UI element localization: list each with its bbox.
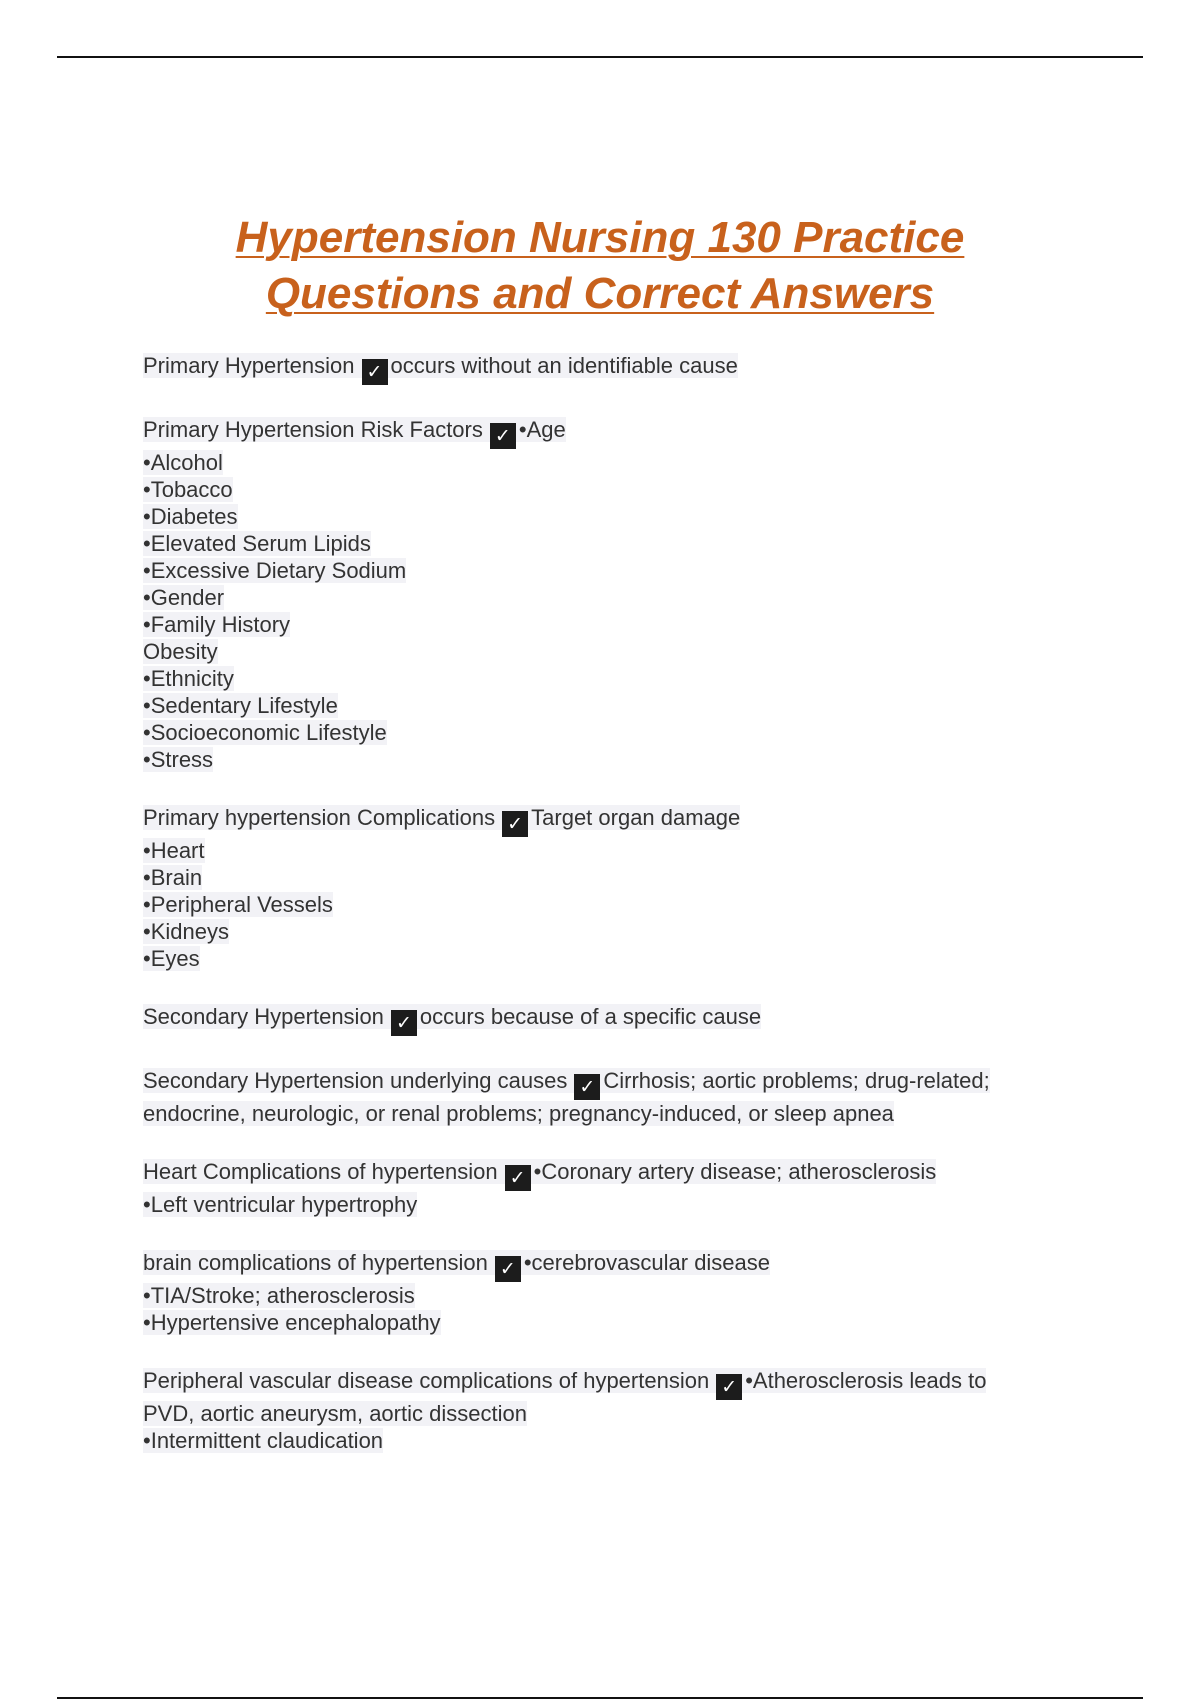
answer-text: occurs without an identifiable cause: [390, 353, 738, 378]
answer-line: •TIA/Stroke; atherosclerosis: [143, 1283, 415, 1308]
qa-entry: [143, 1067, 1083, 1127]
checkmark-box-icon: ✓: [391, 1010, 417, 1036]
title-line-2: Questions and Correct Answers: [265, 269, 935, 318]
answer-line: •Socioeconomic Lifestyle: [143, 720, 387, 745]
document-title: [120, 210, 1080, 322]
qa-entry: [143, 1367, 1083, 1454]
qa-entry: [143, 1158, 1083, 1218]
question-text: brain complications of hypertension: [143, 1250, 488, 1275]
answer-line: PVD, aortic aneurysm, aortic dissection: [143, 1401, 527, 1426]
answer-line: •Gender: [143, 585, 225, 610]
answer-text: •Atherosclerosis leads to: [745, 1368, 987, 1393]
answer-line: •Elevated Serum Lipids: [143, 531, 371, 556]
answer-line: •Heart: [143, 838, 205, 863]
answer-line: •Ethnicity: [143, 666, 234, 691]
question-text: Primary Hypertension Risk Factors: [143, 417, 483, 442]
answer-text: •Age: [518, 417, 566, 442]
qa-entry: [143, 1003, 1083, 1036]
answer-line: •Tobacco: [143, 477, 233, 502]
checkmark-box-icon: ✓: [574, 1074, 600, 1100]
answer-line: •Diabetes: [143, 504, 238, 529]
question-text: Primary Hypertension: [143, 353, 355, 378]
answer-line: •Eyes: [143, 946, 200, 971]
answer-line: •Stress: [143, 747, 214, 772]
answer-text: Cirrhosis; aortic problems; drug-related;: [603, 1068, 990, 1093]
checkmark-box-icon: ✓: [490, 423, 516, 449]
checkmark-box-icon: ✓: [502, 811, 528, 837]
answer-line: •Kidneys: [143, 919, 229, 944]
title-line-1: Hypertension Nursing 130 Practice: [235, 213, 965, 262]
answer-line: •Sedentary Lifestyle: [143, 693, 338, 718]
answer-line: •Excessive Dietary Sodium: [143, 558, 407, 583]
answer-line: Obesity: [143, 639, 218, 664]
answer-text: •Coronary artery disease; atherosclerosis: [533, 1159, 937, 1184]
answer-line: •Family History: [143, 612, 291, 637]
question-text: Primary hypertension Complications: [143, 805, 496, 830]
checkmark-box-icon: ✓: [495, 1256, 521, 1282]
question-text: Heart Complications of hypertension: [143, 1159, 498, 1184]
answer-text: Target organ damage: [531, 805, 741, 830]
answer-line: •Alcohol: [143, 450, 223, 475]
answer-line: •Left ventricular hypertrophy: [143, 1192, 418, 1217]
top-rule: [57, 56, 1143, 58]
bottom-rule: [57, 1697, 1143, 1699]
checkmark-box-icon: ✓: [362, 359, 388, 385]
checkmark-box-icon: ✓: [505, 1165, 531, 1191]
qa-entry: [143, 804, 1083, 972]
answer-line: •Peripheral Vessels: [143, 892, 333, 917]
answer-line: endocrine, neurologic, or renal problems; pregnancy-induced, or sleep apnea: [143, 1101, 894, 1126]
answer-line: •Hypertensive encephalopathy: [143, 1310, 441, 1335]
qa-list: [143, 352, 1083, 1485]
answer-line: •Intermittent claudication: [143, 1428, 384, 1453]
answer-text: occurs because of a specific cause: [419, 1004, 762, 1029]
answer-line: •Brain: [143, 865, 203, 890]
qa-entry: [143, 352, 1083, 385]
qa-entry: [143, 416, 1083, 773]
question-text: Peripheral vascular disease complications of hypertension: [143, 1368, 710, 1393]
answer-text: •cerebrovascular disease: [523, 1250, 771, 1275]
checkmark-box-icon: ✓: [716, 1374, 742, 1400]
question-text: Secondary Hypertension underlying causes: [143, 1068, 568, 1093]
question-text: Secondary Hypertension: [143, 1004, 384, 1029]
qa-entry: [143, 1249, 1083, 1336]
